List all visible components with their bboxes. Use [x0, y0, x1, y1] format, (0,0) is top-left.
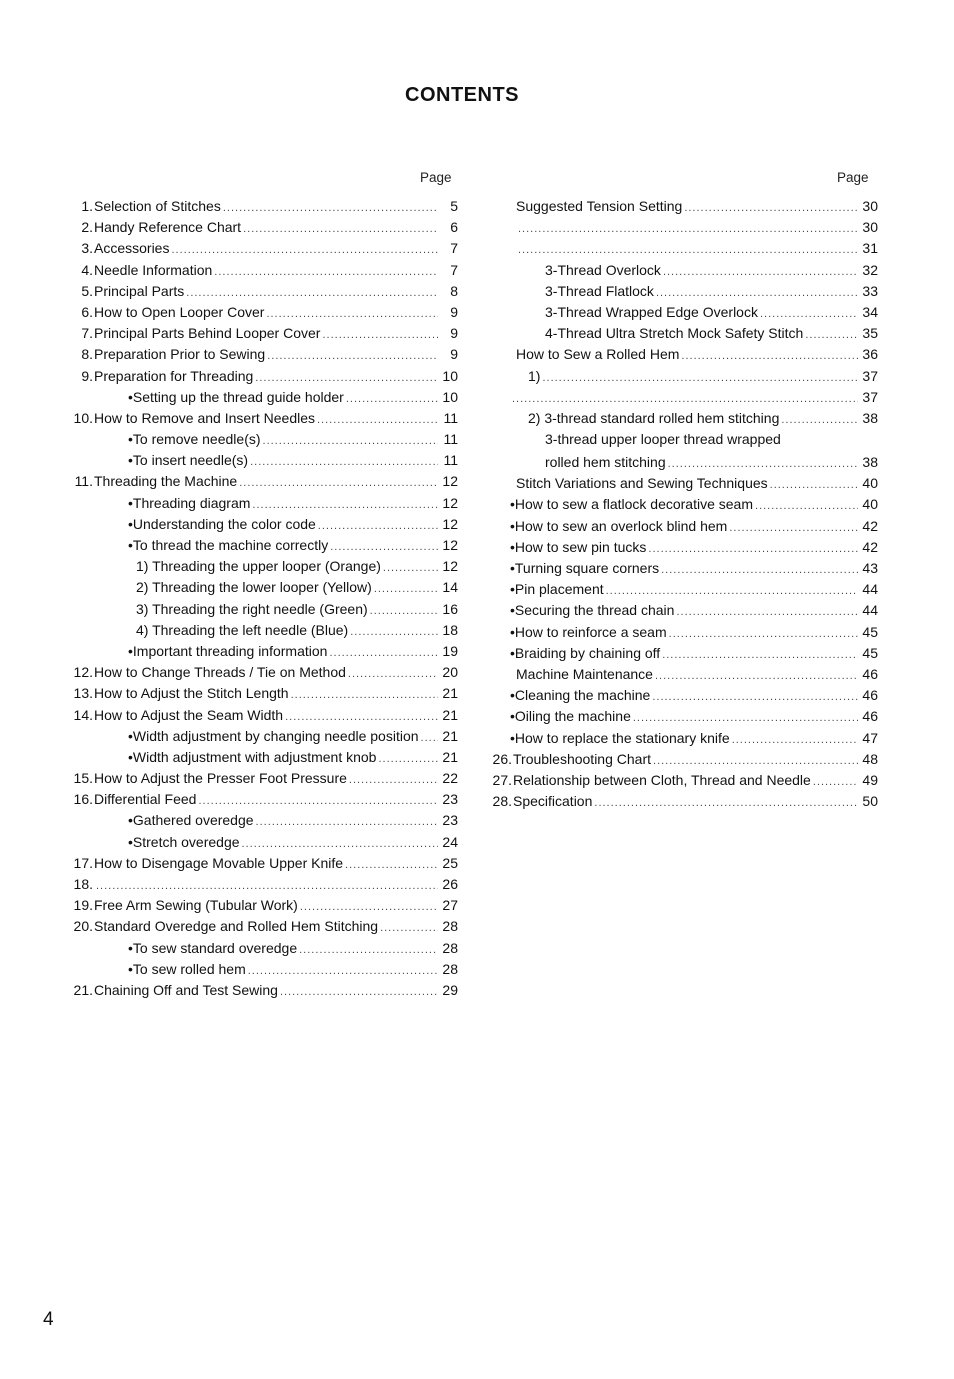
toc-entry-page: 46: [862, 687, 878, 704]
dot-leader: [243, 219, 438, 240]
dot-leader: [681, 346, 858, 367]
toc-entry: [64, 938, 458, 959]
toc-entry-title: Principal Parts: [94, 282, 185, 299]
page-column-header-left: Page: [420, 170, 452, 185]
toc-entry-page: 14: [442, 579, 458, 596]
toc-entry-title: How to Adjust the Seam Width: [94, 706, 284, 723]
dot-leader: [346, 389, 438, 410]
toc-entry-title: 3) Threading the right needle (Green): [136, 600, 368, 617]
dot-leader: [655, 666, 858, 687]
toc-entry: [64, 471, 458, 492]
toc-entry-title: How to Remove and Insert Needles: [94, 409, 315, 426]
dot-leader: [512, 389, 858, 410]
toc-entry: [64, 620, 458, 641]
toc-entry: [64, 705, 458, 726]
dot-leader: [760, 304, 858, 325]
dot-leader: [755, 496, 858, 517]
toc-entry-title: 2) 3-thread standard rolled hem stitching: [528, 409, 780, 426]
toc-entry-title: •Turning square corners: [510, 560, 660, 576]
toc-entry-page: 48: [862, 750, 878, 767]
toc-entry-number: 7.: [81, 325, 93, 342]
toc-entry: [486, 728, 878, 749]
toc-entry-title: 1) Threading the upper looper (Orange): [136, 558, 381, 575]
toc-entry-title: Chaining Off and Test Sewing: [94, 981, 278, 998]
toc-entry-title: •Understanding the color code: [128, 515, 316, 532]
toc-entry-page: 24: [442, 833, 458, 850]
toc-entry-title: •Braiding by chaining off: [510, 644, 661, 661]
toc-entry-number: 4.: [81, 261, 93, 278]
toc-entry-title: •Cleaning the machine: [510, 687, 651, 704]
toc-entry-title: How to Open Looper Cover: [94, 303, 265, 320]
toc-entry: [486, 429, 878, 452]
toc-entry-title: 3-Thread Flatlock: [545, 282, 654, 299]
toc-entry-title: How to Disengage Movable Upper Knife: [94, 854, 344, 871]
toc-entry: [64, 683, 458, 704]
toc-entry-page: 9: [450, 346, 458, 363]
toc-entry-title: 3-thread upper looper thread wrapped: [545, 431, 781, 448]
page-title: CONTENTS: [405, 84, 519, 106]
toc-entry-page: 16: [442, 600, 458, 617]
toc-entry-title: •Important threading information: [128, 642, 328, 659]
toc-entry-page: 35: [862, 325, 878, 342]
toc-entry-page: 23: [442, 812, 458, 829]
toc-entry-page: 42: [862, 538, 878, 555]
toc-entry-title: •Stretch overedge: [128, 833, 240, 850]
toc-entry-title: Suggested Tension Setting: [516, 198, 683, 214]
dot-leader: [662, 645, 858, 666]
toc-entry: [64, 260, 458, 281]
toc-entry-title: •How to sew pin tucks: [510, 538, 647, 555]
toc-entry-title: •To sew rolled hem: [128, 960, 246, 977]
toc-entry: [64, 535, 458, 556]
dot-leader: [668, 454, 858, 475]
toc-entry: [486, 281, 878, 302]
dot-leader: [250, 452, 438, 473]
dot-leader: [653, 751, 858, 772]
toc-entry-page: 46: [862, 708, 878, 725]
dot-leader: [518, 240, 858, 261]
dot-leader: [652, 687, 858, 708]
toc-entry: [486, 749, 878, 770]
dot-leader: [280, 982, 438, 1003]
toc-entry-number: 28.: [492, 793, 512, 810]
toc-entry: [486, 302, 878, 323]
toc-entry-title: Handy Reference Chart: [94, 219, 242, 236]
toc-entry-page: 47: [862, 729, 878, 746]
dot-leader: [805, 325, 858, 346]
toc-entry-page: 11: [443, 431, 458, 448]
toc-entry-page: 18: [442, 621, 458, 638]
toc-entry-title: 1): [528, 367, 541, 384]
toc-entry-page: 10: [442, 388, 458, 405]
dot-leader: [518, 219, 858, 240]
toc-entry: [486, 323, 878, 344]
toc-entry-title: Troubleshooting Chart: [513, 750, 652, 767]
toc-entry-number: 12.: [73, 664, 93, 681]
dot-leader: [186, 283, 438, 304]
toc-entry-title: •Oiling the machine: [510, 708, 631, 725]
toc-entry-page: 27: [442, 897, 458, 914]
dot-leader: [421, 728, 438, 749]
toc-entry-page: 34: [862, 303, 878, 320]
toc-entry-page: 28: [442, 960, 458, 977]
toc-entry-title: How to Sew a Rolled Hem: [516, 346, 680, 363]
toc-entry-title: 3-Thread Wrapped Edge Overlock: [545, 303, 758, 320]
toc-entry-page: 26: [442, 876, 458, 892]
toc-entry: [64, 747, 458, 768]
toc-entry-page: 11: [443, 409, 458, 426]
toc-entry-title: 2) Threading the lower looper (Yellow): [136, 579, 372, 596]
toc-entry-title: How to Adjust the Presser Foot Pressure: [94, 770, 347, 787]
toc-entry: [486, 770, 878, 791]
toc-entry-title: Accessories: [94, 240, 170, 257]
toc-entry: [64, 641, 458, 662]
dot-leader: [248, 961, 438, 982]
toc-entry-page: 8: [450, 282, 458, 299]
toc-entry: [64, 810, 458, 831]
dot-leader: [300, 897, 438, 918]
toc-entry-number: 10.: [73, 409, 93, 426]
toc-entry: [64, 577, 458, 598]
toc-entry-title: •Threading diagram: [128, 494, 251, 511]
toc-entry: [64, 450, 458, 471]
dot-leader: [267, 346, 438, 367]
toc-entry: [486, 260, 878, 281]
toc-entry-title: Standard Overedge and Rolled Hem Stitching: [94, 918, 379, 935]
toc-entry-title: •How to sew an overlock blind hem: [510, 517, 728, 534]
page-number: 4: [43, 1309, 54, 1330]
toc-entry: [64, 429, 458, 450]
dot-leader: [684, 198, 858, 219]
dot-leader: [291, 685, 438, 706]
dot-leader: [378, 749, 438, 770]
toc-entry-title: •To thread the machine correctly: [128, 537, 329, 553]
toc-left-column: [64, 196, 458, 1001]
toc-entry-number: 26.: [492, 750, 512, 767]
dot-leader: [266, 304, 438, 325]
toc-entry-page: 37: [862, 388, 878, 405]
toc-entry-title: Relationship between Cloth, Thread and Needle: [513, 771, 811, 788]
toc-entry-page: 12: [442, 558, 458, 575]
toc-entry-page: 36: [862, 346, 878, 363]
dot-leader: [330, 537, 438, 558]
toc-entry: [486, 344, 878, 365]
page-column-header-right: Page: [837, 170, 869, 185]
toc-entry: [64, 387, 458, 408]
toc-entry-page: 23: [442, 791, 458, 808]
toc-entry-page: 12: [442, 494, 458, 511]
toc-entry-title: •How to reinforce a seam: [510, 623, 667, 640]
toc-entry-title: •How to sew a flatlock decorative seam: [510, 496, 754, 513]
toc-entry-page: 12: [442, 515, 458, 532]
toc-entry-page: 45: [862, 623, 878, 640]
toc-entry: [486, 537, 878, 558]
toc-entry-number: 14.: [73, 706, 93, 723]
toc-entry: [486, 600, 878, 621]
toc-entry-number: 18.: [73, 876, 93, 892]
toc-entry: [64, 556, 458, 577]
toc-entry: [486, 516, 878, 537]
toc-entry: [486, 558, 878, 579]
toc-entry-page: 22: [442, 770, 458, 787]
toc-entry: [64, 238, 458, 259]
toc-entry-page: 31: [862, 240, 878, 257]
toc-entry: [64, 832, 458, 853]
toc-entry: [64, 217, 458, 238]
toc-entry-title: Differential Feed: [94, 791, 197, 808]
dot-leader: [256, 812, 438, 833]
toc-entry-page: 43: [862, 560, 878, 576]
toc-entry-title: •Gathered overedge: [128, 812, 254, 829]
dot-leader: [171, 240, 438, 261]
dot-leader: [345, 855, 438, 876]
dot-leader: [96, 876, 438, 897]
toc-entry: [64, 853, 458, 874]
dot-leader: [198, 791, 438, 812]
dot-leader: [383, 558, 438, 579]
dot-leader: [781, 410, 858, 431]
dot-leader: [770, 475, 858, 496]
toc-entry-number: 2.: [81, 219, 93, 236]
toc-entry-page: 33: [862, 282, 878, 299]
toc-entry-page: 21: [442, 727, 458, 744]
dot-leader: [676, 602, 858, 623]
toc-entry-number: 20.: [73, 918, 93, 935]
toc-entry: [64, 789, 458, 810]
toc-entry-page: 40: [862, 496, 878, 513]
toc-entry: [486, 685, 878, 706]
toc-entry: [64, 302, 458, 323]
toc-entry-page: 5: [450, 198, 458, 214]
toc-entry-page: 20: [442, 664, 458, 681]
toc-entry: [64, 959, 458, 980]
dot-leader: [242, 834, 438, 855]
dot-leader: [223, 198, 438, 219]
toc-entry-title: Free Arm Sewing (Tubular Work): [94, 897, 298, 914]
toc-entry-title: •Setting up the thread guide holder: [128, 388, 344, 405]
toc-entry-page: 19: [442, 642, 458, 659]
toc-entry-page: 11: [443, 452, 458, 469]
toc-entry-title: rolled hem stitching: [545, 454, 666, 471]
toc-entry-page: 12: [442, 537, 458, 553]
toc-entry-number: 3.: [81, 240, 93, 257]
toc-entry-page: 44: [862, 602, 878, 619]
toc-entry: [486, 706, 878, 727]
dot-leader: [594, 793, 858, 814]
toc-entry: [64, 874, 458, 895]
toc-entry-page: 9: [450, 325, 458, 342]
toc-entry: [486, 664, 878, 685]
toc-entry: [64, 514, 458, 535]
toc-entry-title: Specification: [513, 793, 593, 810]
toc-entry: [486, 622, 878, 643]
toc-entry: [64, 599, 458, 620]
toc-entry-page: 45: [862, 644, 878, 661]
toc-entry-page: 29: [442, 981, 458, 998]
toc-entry: [486, 387, 878, 408]
toc-entry-title: •To sew standard overedge: [128, 939, 298, 956]
toc-entry-number: 1.: [81, 198, 93, 214]
dot-leader: [633, 708, 858, 729]
toc-entry-page: 38: [862, 409, 878, 426]
toc-entry-page: 7: [450, 240, 458, 257]
toc-entry-page: 9: [450, 303, 458, 320]
toc-entry-title: Needle Information: [94, 261, 213, 278]
dot-leader: [214, 262, 438, 283]
toc-entry-title: How to Adjust the Stitch Length: [94, 685, 289, 702]
toc-entry-page: 50: [862, 793, 878, 810]
toc-entry-title: •To remove needle(s): [128, 431, 261, 448]
toc-entry-page: 28: [442, 918, 458, 935]
toc-entry: [64, 895, 458, 916]
toc-entry-number: 17.: [73, 854, 93, 871]
dot-leader: [606, 581, 858, 602]
toc-entry-number: 9.: [81, 367, 93, 384]
dot-leader: [542, 368, 858, 389]
dot-leader: [349, 770, 438, 791]
dot-leader: [322, 325, 438, 346]
toc-entry: [64, 408, 458, 429]
toc-entry-page: 46: [862, 665, 878, 682]
dot-leader: [374, 579, 438, 600]
dot-leader: [239, 473, 438, 494]
toc-entry-title: •Width adjustment with adjustment knob: [128, 748, 377, 765]
toc-entry: [64, 916, 458, 937]
toc-entry-page: 40: [862, 475, 878, 492]
toc-entry-page: 30: [862, 219, 878, 236]
dot-leader: [656, 283, 858, 304]
toc-entry-number: 8.: [81, 346, 93, 363]
toc-entry: [64, 493, 458, 514]
toc-entry: [486, 452, 878, 473]
toc-entry-title: Preparation Prior to Sewing: [94, 346, 266, 363]
toc-right-column: [486, 196, 878, 812]
toc-entry-page: 32: [862, 261, 878, 278]
toc-entry-title: •To insert needle(s): [128, 452, 249, 469]
toc-entry-number: 11.: [74, 473, 93, 490]
toc-entry: [64, 344, 458, 365]
toc-entry-title: How to Change Threads / Tie on Method: [94, 664, 346, 681]
toc-entry-title: •Pin placement: [510, 581, 604, 598]
toc-entry-number: 21.: [73, 981, 93, 998]
toc-entry: [486, 579, 878, 600]
dot-leader: [263, 431, 438, 452]
toc-entry: [486, 791, 878, 812]
toc-entry-page: 44: [862, 581, 878, 598]
toc-entry: [64, 726, 458, 747]
dot-leader: [317, 410, 438, 431]
toc-entry-page: 49: [862, 771, 878, 788]
toc-entry-title: Threading the Machine: [94, 473, 238, 490]
dot-leader: [380, 918, 438, 939]
toc-entry-number: 13.: [73, 685, 93, 702]
toc-entry-title: •How to replace the stationary knife: [510, 729, 730, 746]
toc-entry-page: 30: [862, 198, 878, 214]
dot-leader: [252, 495, 438, 516]
toc-entry: [486, 494, 878, 515]
toc-entry: [486, 238, 878, 259]
toc-entry-number: 5.: [81, 282, 93, 299]
toc-entry-title: •Width adjustment by changing needle position: [128, 727, 419, 744]
toc-entry: [486, 196, 878, 217]
toc-entry-title: 4-Thread Ultra Stretch Mock Safety Stitch: [545, 325, 804, 342]
toc-entry: [486, 643, 878, 664]
dot-leader: [732, 730, 858, 751]
dot-leader: [350, 622, 438, 643]
toc-entry: [486, 366, 878, 387]
toc-entry-number: 16.: [73, 791, 93, 808]
toc-entry-page: 21: [442, 706, 458, 723]
toc-entry-title: Machine Maintenance: [516, 665, 653, 682]
toc-entry-page: 12: [442, 473, 458, 490]
toc-entry-title: Principal Parts Behind Looper Cover: [94, 325, 321, 342]
toc-entry-title: Stitch Variations and Sewing Techniques: [516, 475, 768, 492]
dot-leader: [285, 707, 438, 728]
toc-entry-page: 10: [442, 367, 458, 384]
toc-entry: [486, 408, 878, 429]
toc-entry: [486, 217, 878, 238]
toc-entry-page: 7: [450, 261, 458, 278]
toc-entry-number: 6.: [81, 303, 93, 320]
dot-leader: [329, 643, 438, 664]
toc-entry-page: 25: [442, 854, 458, 871]
toc-entry-number: 27.: [492, 771, 512, 788]
dot-leader: [663, 262, 858, 283]
toc-entry-title: •Securing the thread chain: [510, 602, 675, 619]
dot-leader: [729, 518, 858, 539]
dot-leader: [813, 772, 858, 793]
toc-entry-page: 42: [862, 517, 878, 534]
dot-leader: [669, 624, 858, 645]
toc-entry-page: 28: [442, 939, 458, 956]
dot-leader: [348, 664, 438, 685]
toc-entry-title: Preparation for Threading: [94, 367, 254, 384]
toc-entry-page: 6: [450, 219, 458, 236]
toc-entry: [64, 196, 458, 217]
toc-entry-page: 21: [442, 685, 458, 702]
dot-leader: [318, 516, 438, 537]
toc-entry: [64, 980, 458, 1001]
dot-leader: [648, 539, 858, 560]
toc-entry-title: Selection of Stitches: [94, 198, 221, 214]
toc-entry: [64, 768, 458, 789]
toc-entry: [64, 366, 458, 387]
dot-leader: [370, 601, 438, 622]
dot-leader: [661, 560, 858, 581]
toc-entry: [64, 281, 458, 302]
toc-entry-title: 4) Threading the left needle (Blue): [136, 621, 349, 638]
toc-entry: [486, 473, 878, 494]
toc-entry: [64, 662, 458, 683]
toc-entry-number: 15.: [73, 770, 93, 787]
toc-entry-title: 3-Thread Overlock: [545, 261, 661, 278]
toc-entry-number: 19.: [73, 897, 93, 914]
toc-entry-page: 38: [862, 454, 878, 471]
dot-leader: [299, 940, 438, 961]
toc-entry-page: 37: [862, 367, 878, 384]
toc-entry: [64, 323, 458, 344]
dot-leader: [255, 368, 438, 389]
toc-entry-page: 21: [442, 748, 458, 765]
